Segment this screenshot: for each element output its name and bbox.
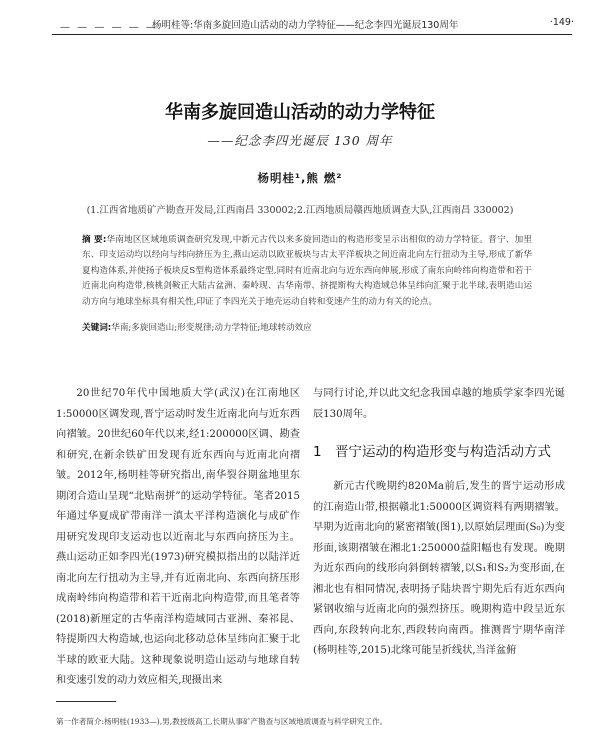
body-column-left xyxy=(56,384,300,692)
header-rule xyxy=(52,34,572,35)
body-paragraph: 20世纪70年代中国地质大学(武汉)在江南地区1:50000区调发现,晋宁运动时发生近南北向与近东西向褶皱。20世纪60年代以来,经1:200000区调、勘查和研究,在新余铁矿田发现有近东西向与近南北向褶皱。2012年,杨明桂等研究指出,南华裂谷期盆地里东期闭合造山呈现“北贴南拼”的运动学特征。笔者2015年通过华夏成矿带南洋一滇太平洋构造演化与成矿作用研究发现印支运动也以近南北与东西向挤压为主。燕山运动正如李四光(1973)研究模拟指出的以陆洋近南北向左行扭动为主导,并有近南北向、东西向挤压形成南岭纬向构造带和若干近南北向构造带,而且笔者等(2018)新厘定的古华南洋构造域同古亚洲、秦祁昆、特提斯四大构造域,也运向北移动总体呈纬向汇聚于北半球的欧亚大陆。这种现象说明造山运动与地球自转和变速引发的动力效应相关,现摄出来 xyxy=(56,388,300,686)
header-decoration: — — — — — — xyxy=(60,22,158,33)
section-number: 1 xyxy=(313,444,322,460)
keywords-text: 华南;多旋回造山;形变规律;动力学特征;地球转动效应 xyxy=(111,323,312,333)
section-heading xyxy=(313,441,565,463)
footnote: 第一作者简介:杨明桂(1933—),男,教授级高工,长期从事矿产勘查与区域地质调查与科学研究工作。 xyxy=(56,717,388,726)
footnote-rule xyxy=(56,701,116,702)
abstract-text: 华南地区区域地质调查研究发现,中新元古代以来多旋回造山的构造形变呈示出相似的动力学特征。晋宁、加里东、印支运动均以经向与纬向挤压为主,燕山运动以欧亚板块与古太平洋板块之间近南北向左行扭动为主导,形成了新华夏构造体系,并使扬子板块反S型构造体系最终定型,同时有近南北向与近东西向伸展,形成了南东向岭纬向构造带和若干近南北向构造带,核桃剑鞍正大陆古盆洲、秦岭现、古华南带、挤提斯构大构造域总体呈纬向汇聚于北半球,表明造山运动方向与地球坐标具有相关性,印证了李四光关于地壳运动自转和变速产生的动力有关的论点。 xyxy=(82,235,532,307)
author-list: 杨明桂¹,熊 燃² xyxy=(257,171,343,185)
article-title: 华南多旋回造山活动的动力学特征 xyxy=(165,102,435,123)
body-paragraph: 新元古代晚期约820Ma前后,发生的晋宁运动形成的江南造山带,根据赣北1:50000区调资料有两期褶皱。早期为近南北向的紧密褶皱(图1),以原始层理面(S₀)为变形面,该期褶皱在湘北1:250000益阳幅也有发现。晚期为近东西向的线形向斜倒转褶皱,以S₁和S₂为变形面,在湘北也有相同情况,表明扬子陆块晋宁期先后有近东西向紧钢收缩与近南北向的强烈挤压。晚期构造中段呈近东西向,东段转向北东,西段转向南西。推测晋宁期华南洋(杨明桂等,2015)北缘可能呈折线状,当洋盆俯 xyxy=(313,481,565,656)
body-paragraph: 与同行讨论,并以此文纪念我国卓越的地质学家李四光诞辰130周年。 xyxy=(313,388,565,420)
running-title: 杨明桂等:华南多旋回造山活动的动力学特征——纪念李四光诞辰130周年 xyxy=(152,20,459,31)
author-affiliation: (1.江西省地质矿产勘查开发局,江西南昌 330002;2.江西地质局赣西地质调查大队,江西南昌 330002) xyxy=(86,205,514,216)
section-title: 晋宁运动的构造形变与构造活动方式 xyxy=(335,444,551,460)
body-column-right xyxy=(313,384,565,662)
abstract xyxy=(82,233,532,310)
keywords-label: 关键词: xyxy=(82,323,112,333)
abstract-label: 摘 要: xyxy=(82,235,107,245)
keywords xyxy=(82,321,532,333)
page-number: ·149· xyxy=(549,17,574,28)
article-subtitle: ——纪念李四光诞辰 130 周年 xyxy=(207,133,393,148)
